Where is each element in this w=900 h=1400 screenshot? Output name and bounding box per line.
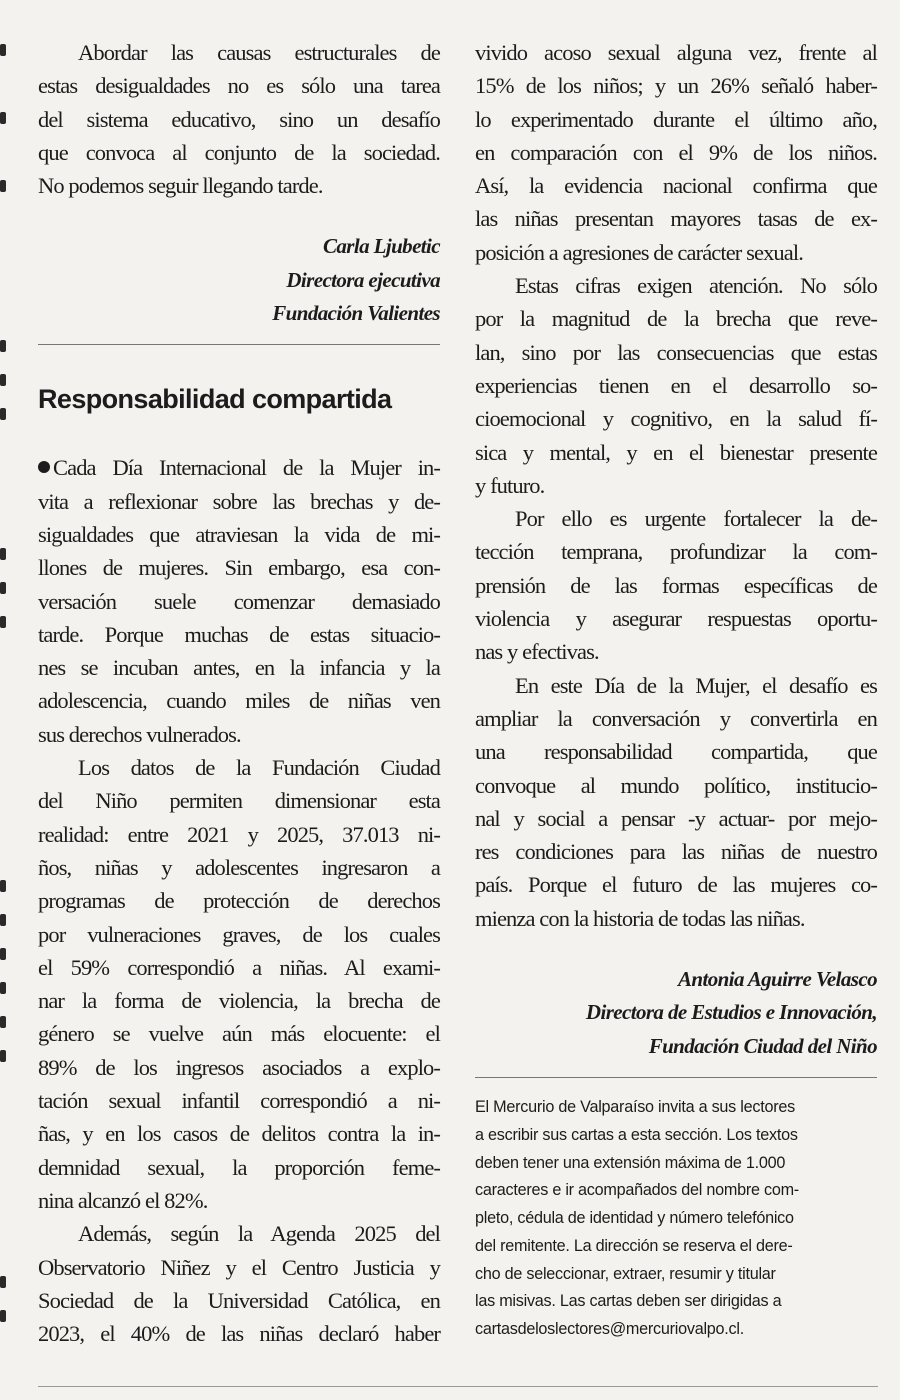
text-line: llones de mujeres. Sin embargo, esa con- (38, 555, 440, 581)
text-line: por la magnitud de la brecha que reve- (475, 306, 877, 332)
paragraph-3 (38, 1217, 440, 1350)
right-column (475, 36, 877, 1344)
text-line: convoque al mundo político, institucio- (475, 772, 877, 798)
text-line: adolescencia, cuando miles de niñas ven (38, 688, 440, 714)
text-line: sus derechos vulnerados. (38, 721, 241, 747)
text-line: 89% de los ingresos asociados a explo- (38, 1054, 440, 1080)
text-line: y futuro. (475, 472, 545, 498)
text-line: violencia y asegurar respuestas oportu- (475, 606, 877, 632)
text-line: vita a reflexionar sobre las brechas y de- (38, 488, 440, 514)
text-line: nar la forma de violencia, la brecha de (38, 988, 440, 1014)
notice-line: deben tener una extensión máxima de 1.000 (475, 1153, 786, 1172)
text-line: por vulneraciones graves, de los cuales (38, 921, 440, 947)
text-line: que convoca al conjunto de la sociedad. (38, 139, 440, 165)
text-line: En este Día de la Mujer, el desafío es (515, 672, 877, 698)
notice-line: del remitente. La dirección se reserva el dere- (475, 1236, 793, 1255)
text-line: nas y efectivas. (475, 639, 599, 665)
paragraph-6 (475, 669, 877, 935)
left-edge-cropped-column (0, 0, 8, 1400)
text-line: res condiciones para las niñas de nuestro (475, 839, 877, 865)
paragraph-5 (475, 502, 877, 668)
text-line: realidad: entre 2021 y 2025, 37.013 ni- (38, 821, 440, 847)
text-line: experiencias tienen en el desarrollo so- (475, 372, 877, 398)
text-line: lo experimentado durante el último año, (475, 106, 877, 132)
notice-line: El Mercurio de Valparaíso invita a sus lectores (475, 1097, 795, 1116)
text-line: ños, niñas y adolescentes ingresaron a (38, 854, 440, 880)
left-column (38, 36, 440, 1350)
signature-org: Fundación Valientes (272, 301, 440, 326)
paragraph-2 (38, 751, 440, 1217)
notice-line: a escribir sus cartas a esta sección. Los textos (475, 1125, 798, 1144)
signature-block (475, 963, 877, 1063)
text-line: nes se incuban antes, en la infancia y la (38, 655, 440, 681)
text-line: una responsabilidad compartida, que (475, 739, 877, 765)
text-line: tarde. Porque muchas de estas situacio- (38, 621, 440, 647)
text-line: No podemos seguir llegando tarde. (38, 173, 323, 199)
text-line: sica y mental, y en el bienestar presente (475, 439, 877, 465)
text-line: género se vuelve aún más elocuente: el (38, 1021, 440, 1047)
text-line: Además, según la Agenda 2025 del (78, 1221, 440, 1247)
section-divider (38, 344, 440, 345)
paragraph-4 (475, 269, 877, 502)
text-line: Observatorio Niñez y el Centro Justicia y (38, 1254, 440, 1280)
notice-line: caracteres e ir acompañados del nombre com- (475, 1181, 799, 1200)
text-line: versación suele comenzar demasiado (38, 588, 440, 614)
text-line: 2023, el 40% de las niñas declaró haber (38, 1321, 440, 1347)
text-line: en comparación con el 9% de los niños. (475, 139, 877, 165)
text-line: del sistema educativo, sino un desafío (38, 106, 440, 132)
text-line: mienza con la historia de todas las niñas. (475, 905, 805, 931)
text-line: tación sexual infantil correspondió a ni- (38, 1088, 440, 1114)
signature-block (38, 230, 440, 330)
paragraph-3-continued (475, 36, 877, 269)
text-line: lan, sino por las consecuencias que estas (475, 339, 877, 365)
signature-org: Fundación Ciudad del Niño (648, 1033, 877, 1058)
signature-name: Carla Ljubetic (322, 234, 440, 259)
text-line: Sociedad de la Universidad Católica, en (38, 1287, 440, 1313)
text-line: el 59% correspondió a niñas. Al exami- (38, 954, 440, 980)
text-line: sigualdades que atraviesan la vida de mi- (38, 521, 440, 547)
paragraph-1 (38, 451, 440, 751)
intro-paragraph (38, 36, 440, 202)
text-line: vivido acoso sexual alguna vez, frente al (475, 40, 877, 65)
signature-name: Antonia Aguirre Velasco (678, 967, 877, 992)
signature-role: Directora ejecutiva (286, 267, 440, 292)
text-line: programas de protección de derechos (38, 888, 440, 914)
text-line: nina alcanzó el 82%. (38, 1187, 208, 1213)
reader-letters-notice (475, 1094, 877, 1344)
text-line: del Niño permiten dimensionar esta (38, 788, 440, 814)
text-line: demnidad sexual, la proporción feme- (38, 1154, 440, 1180)
section-divider (475, 1077, 877, 1078)
text-line: 15% de los niños; y un 26% señaló haber- (475, 73, 877, 99)
letter-heading: Responsabilidad compartida (38, 384, 392, 415)
text-line: Estas cifras exigen atención. No sólo (515, 273, 877, 299)
text-line: tección temprana, profundizar la com- (475, 539, 877, 565)
text-line: ampliar la conversación y convertirla en (475, 705, 877, 731)
text-line: las niñas presentan mayores tasas de ex- (475, 206, 877, 232)
notice-line: pleto, cédula de identidad y número telefónico (475, 1209, 794, 1228)
text-line: estas desigualdades no es sólo una tarea (38, 73, 440, 99)
bottom-divider (38, 1386, 878, 1387)
bullet-icon (38, 461, 50, 473)
text-line: nal y social a pensar -y actuar- por mejo- (475, 805, 877, 831)
text-line: Los datos de la Fundación Ciudad (78, 755, 440, 781)
signature-role: Directora de Estudios e Innovación, (585, 1000, 877, 1025)
notice-line: las misivas. Las cartas deben ser dirigidas a (475, 1292, 782, 1311)
notice-email: cartasdeloslectores@mercuriovalpo.cl. (475, 1320, 744, 1339)
text-line: ñas, y en los casos de delitos contra la in- (38, 1121, 440, 1147)
text-line: cioemocional y cognitivo, en la salud fí- (475, 406, 877, 432)
text-line: prensión de las formas específicas de (475, 572, 877, 598)
text-line: Por ello es urgente fortalecer la de- (515, 506, 877, 532)
text-line: posición a agresiones de carácter sexual. (475, 239, 803, 265)
text-line: Así, la evidencia nacional confirma que (475, 173, 877, 199)
notice-line: cho de seleccionar, extraer, resumir y titular (475, 1264, 776, 1283)
text-line: Abordar las causas estructurales de (78, 40, 440, 65)
text-line: Cada Día Internacional de la Mujer in- (38, 451, 440, 484)
text-line: país. Porque el futuro de las mujeres co- (475, 872, 877, 898)
